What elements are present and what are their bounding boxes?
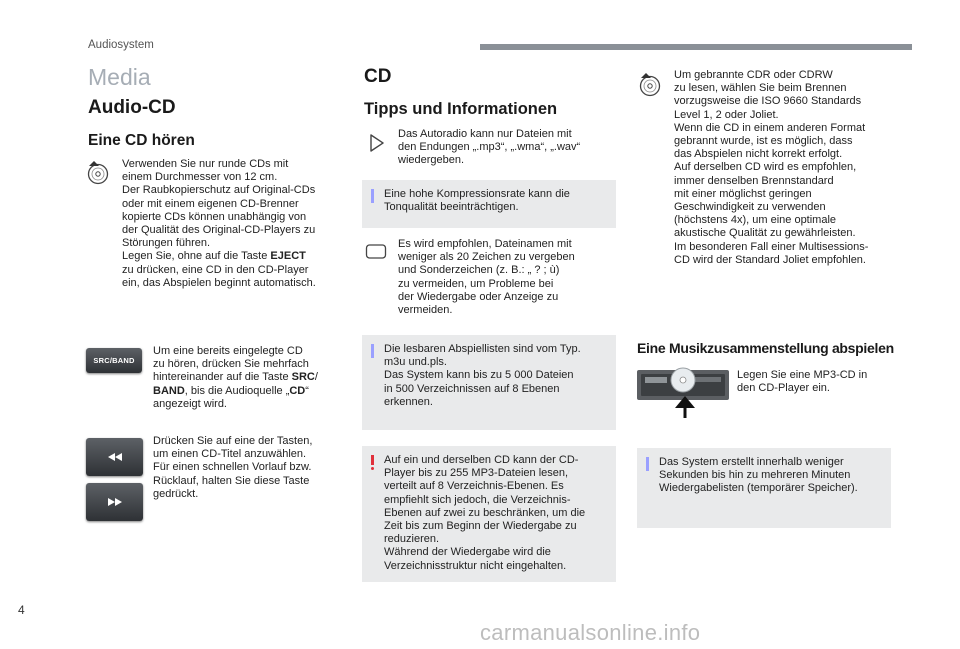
para-src-band: Um eine bereits eingelegte CD zu hören, drücken Sie mehrfach hintereinander auf die Taste SRC/ BAND, bis die Audioquelle „CD“ angezeigt wird. [153, 345, 318, 410]
para-cdr-burning: Um gebrannte CDR oder CDRW zu lesen, wählen Sie beim Brennen vorzugsweise die ISO 9660 Standards Level 1, 2 oder Joliet. Wenn die CD in einem anderen Format gebrannt wurde, ist es möglich, dass das Abspielen nicht korrekt erfolgt. Auf derselben CD wird es empfohlen, immer denselben Brennstandard mit einer möglichst geringen Geschwindigkeit zu verwenden (höchstens 4x), um eine optimale akustische Qualität zu gewährleisten. Im besonderen Fall einer Multisessions- CD wird der Standard Joliet empfohlen. [674, 69, 869, 266]
info-note-playlist-creation [637, 448, 891, 528]
para-track-select: Drücken Sie auf eine der Tasten, um einen CD-Titel anzuwählen. Für einen schnellen Vorlauf bzw. Rücklauf, halten Sie diese Taste gedrückt. [153, 435, 313, 500]
warning-note-mp3-limit [362, 446, 616, 582]
info-note-compression [362, 180, 616, 228]
heading-audio-cd: Audio-CD [88, 97, 176, 118]
running-header: Audiosystem [88, 39, 154, 51]
fast-forward-icon [108, 498, 122, 506]
radio-unit-illustration [637, 366, 729, 427]
src-band-label: SRC/BAND [93, 356, 135, 365]
file-name-icon [365, 243, 387, 266]
page-number: 4 [18, 603, 25, 617]
info-note-text: Das System erstellt innerhalb weniger Sekunden bis hin zu mehreren Minuten Wiedergabelisten (temporärer Speicher). [659, 456, 858, 495]
rewind-icon [108, 453, 122, 461]
src-band-button[interactable] [86, 348, 142, 373]
heading-cd: CD [364, 66, 392, 87]
heading-eine-cd-hoeren: Eine CD hören [88, 132, 195, 149]
info-note-text: Eine hohe Kompressionsrate kann die Tonqualität beeinträchtigen. [384, 188, 570, 214]
heading-tipps: Tipps und Informationen [364, 100, 558, 118]
header-bar [480, 44, 912, 50]
section-title: Media [88, 64, 151, 90]
fast-forward-button[interactable] [86, 483, 143, 521]
para-round-cds: Verwenden Sie nur runde CDs mit einem Durchmesser von 12 cm. Der Raubkopierschutz auf Original-CDs oder mit einem eigenen CD-Brenner kopierte CDs können unabhängig von der Qualität des Original-CD-Players zu Störungen führen. Legen Sie, ohne auf die Taste EJECT zu drücken, eine CD in den CD-Player ein, das Abspielen beginnt automatisch. [122, 158, 316, 289]
para-file-types: Das Autoradio kann nur Dateien mit den Endungen „.mp3“, „.wma“, „.wav“ wiedergeben. [398, 128, 581, 167]
info-note-text: Die lesbaren Abspiellisten sind vom Typ. m3u und.pls. Das System kann bis zu 5 000 Dateien in 500 Verzeichnissen auf 8 Ebenen erkennen. [384, 343, 581, 408]
rewind-button[interactable] [86, 438, 143, 476]
cd-icon [639, 72, 661, 103]
warning-note-text: Auf ein und derselben CD kann der CD- Player bis zu 255 MP3-Dateien lesen, verteilt auf 8 Verzeichnis-Ebenen. Es empfiehlt sich jedoch, die Verzeichnis- Ebenen auf zwei zu beschränken, um die Zeit bis zum Beginn der Wiedergabe zu reduzieren. Während der Wiedergabe wird die Verzeichnisstruktur nicht eingehalten. [384, 454, 586, 572]
watermark: carmanualsonline.info [480, 620, 701, 645]
para-file-names: Es wird empfohlen, Dateinamen mit weniger als 20 Zeichen zu vergeben und Sonderzeichen (z. B.: „ ? ; ù) zu vermeiden, um Probleme bei der Wiedergabe oder Anzeige zu vermeiden. [398, 238, 575, 317]
heading-musikzusammenstellung: Eine Musikzusammenstellung abspielen [637, 340, 894, 356]
cd-icon [87, 160, 109, 191]
para-insert-mp3: Legen Sie eine MP3-CD in den CD-Player ein. [737, 369, 868, 395]
info-note-playlists [362, 335, 616, 430]
play-icon [365, 132, 387, 159]
